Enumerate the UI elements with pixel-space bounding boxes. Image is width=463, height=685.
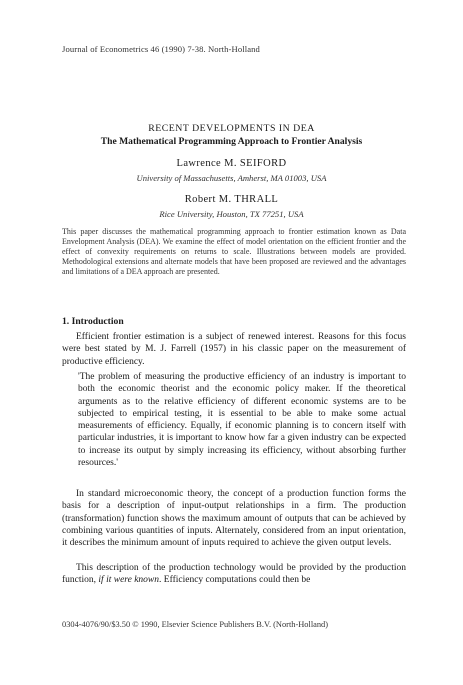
section-heading: 1. Introduction (62, 316, 124, 327)
copyright-footer: 0304-4076/90/$3.50 © 1990, Elsevier Science Publishers B.V. (North-Holland) (62, 620, 329, 629)
emphasis-text: if it were known (98, 575, 160, 586)
journal-citation: Journal of Econometrics 46 (1990) 7-38. North-Holland (62, 44, 260, 54)
paragraph-text-end: . Efficiency computations could then be (159, 575, 311, 586)
paragraph-text: This description of the production technology would be provided by the production function, (62, 563, 406, 586)
paragraph-production-function: In standard microeconomic theory, the concept of a production function forms the basis for a description of input-output relationships in a firm. The production (transformation) function shows the maximum amount of outputs that can be achieved by combining various quantities of inputs. Alternately, considered from an input orientation, it describes the minimum amount of inputs required to achieve the given output levels. (62, 489, 406, 549)
affiliation: University of Massachusetts, Amherst, MA 01003, USA (136, 173, 327, 183)
author-name: Robert M. THRALL (184, 194, 279, 205)
affiliation: Rice University, Houston, TX 77251, USA (159, 209, 304, 219)
author-2-affiliation (0, 208, 463, 220)
article-subtitle: The Mathematical Programming Approach to Frontier Analysis (100, 136, 363, 147)
block-quote: 'The problem of measuring the productive efficiency of an industry is important to both the economic theorist and the economic policy maker. If the theoretical arguments as to the relative efficiency of different economic systems are to be subjected to empirical testing, it is essential to be able to make some actual measurements of efficiency. Equally, if economic planning is to concern itself with particular industries, it is important to know how far a given industry can be expected to increase its output by simply increasing its efficiency, without absorbing further resources.' (78, 372, 406, 469)
article-title: RECENT DEVELOPMENTS IN DEA (148, 123, 315, 134)
author-2 (0, 193, 463, 207)
author-name: Lawrence M. SEIFORD (176, 158, 287, 169)
paragraph-intro: Efficient frontier estimation is a subject of renewed interest. Reasons for this focus were best stated by M. J. Farrell (1957) in his classic paper on the measurement of productive efficiency. (62, 332, 406, 367)
title-block (0, 122, 463, 148)
author-1-affiliation (0, 172, 463, 184)
abstract: This paper discusses the mathematical programming approach to frontier estimation known as Data Envelopment Analysis (DEA). We examine the effect of model orientation on the efficient frontier and the effect of convexity requirements on returns to scale. Illustrations between models are provided. Methodological extensions and alternate models that have been proposed are reviewed and the advantages and limitations of a DEA approach are presented. (62, 227, 406, 276)
paragraph-technology (62, 562, 406, 587)
author-1 (0, 157, 463, 171)
